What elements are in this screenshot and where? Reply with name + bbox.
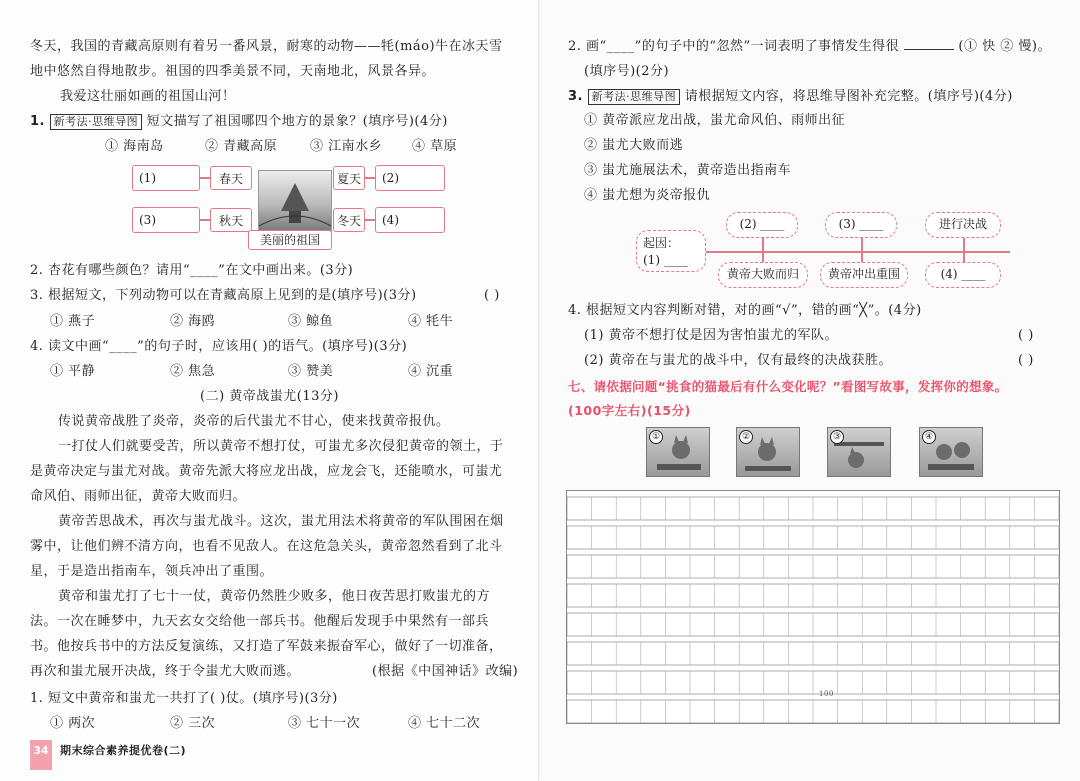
s-q1-option: ② 三次 bbox=[170, 716, 216, 731]
story-source: (根据《中国神话》改编) bbox=[372, 664, 519, 679]
intro-line-3: 我爱这壮丽如画的祖国山河！ bbox=[60, 89, 236, 104]
q1-option: ① 海南岛 bbox=[105, 139, 164, 154]
s-q1-option: ① 两次 bbox=[50, 716, 96, 731]
r-q3-number: 3. bbox=[568, 89, 583, 104]
flow-cause-label: 起因： bbox=[643, 236, 680, 250]
season-autumn: 秋天 bbox=[210, 208, 252, 232]
r-q2-blank[interactable] bbox=[904, 49, 954, 50]
story-line: 雾中，让他们辨不清方向，也看不见敌人。在这危急关头，黄帝忽然看到了北斗 bbox=[30, 539, 503, 554]
map-answer-box[interactable]: (3) bbox=[132, 207, 200, 233]
flow-step-3[interactable]: (3) ____ bbox=[825, 212, 897, 238]
q1-option: ② 青藏高原 bbox=[205, 139, 278, 154]
map-answer-box[interactable]: (4) bbox=[375, 207, 445, 233]
q1-option: ③ 江南水乡 bbox=[310, 139, 383, 154]
story-picture-1 bbox=[646, 427, 710, 477]
question-1 bbox=[30, 113, 448, 131]
season-winter: 冬天 bbox=[333, 208, 365, 232]
story-line: 再次和蚩尤展开决战，终于令蚩尤大败而逃。 bbox=[30, 664, 301, 679]
story-picture-4 bbox=[919, 427, 983, 477]
section-7-title: 七、请依据问题“挑食的猫最后有什么变化呢？”看图写故事，发挥你的想象。 bbox=[568, 379, 1008, 394]
story-line: 传说黄帝战胜了炎帝，炎帝的后代蚩尤不甘心，使来找黄帝报仇。 bbox=[58, 414, 450, 429]
story-line: 一打仗人们就要受苦，所以黄帝不想打仗，可蚩尤多次侵犯黄帝的领土，于 bbox=[58, 439, 504, 454]
r-q3-item: ④ 蚩尤想为炎帝报仇 bbox=[584, 188, 711, 203]
intro-line-1: 冬天，我国的青藏高原则有着另一番风景，耐寒的动物——牦(máo)牛在冰天雪 bbox=[30, 39, 503, 54]
picture-number: ④ bbox=[922, 430, 936, 444]
story-line: 是黄帝决定与蚩尤对战。黄帝先派大将应龙出战，应龙会飞，还能喷水，可蚩尤 bbox=[30, 464, 503, 479]
r-q4-statement-2: (2) 黄帝在与蚩尤的战斗中，仅有最终的决战获胜。 bbox=[584, 353, 893, 368]
connector bbox=[365, 219, 375, 221]
question-2: 2. 杏花有哪些颜色？请用“____”在文中画出来。(3分) bbox=[30, 263, 354, 278]
r-q3-item: ① 黄帝派应龙出战，蚩尤命风伯、雨师出征 bbox=[584, 113, 846, 128]
section-2-title: (二) 黄帝战蚩尤(13分) bbox=[200, 389, 339, 404]
story-line: 黄帝苦思战术，再次与蚩尤战斗。这次，蚩尤用法术将黄帝的军队围困在烟 bbox=[58, 514, 504, 529]
r-q3-tag: 新考法·思维导图 bbox=[588, 89, 681, 105]
q1-number: 1. bbox=[30, 114, 45, 129]
r-q3-item: ③ 蚩尤施展法术，黄帝造出指南车 bbox=[584, 163, 792, 178]
r-q2-note: (填序号)(2分) bbox=[584, 64, 670, 79]
flow-cause-blank: (1) ____ bbox=[643, 253, 688, 267]
r-q4-answer-1[interactable]: ( ) bbox=[1018, 328, 1034, 343]
picture-number: ② bbox=[739, 430, 753, 444]
story-picture-3 bbox=[827, 427, 891, 477]
r-q2-choices: (① 快 ② 慢)。 bbox=[958, 39, 1051, 54]
story-line: 命风伯、雨师出征，黄帝大败而归。 bbox=[30, 489, 247, 504]
q1-text: 短文描写了祖国哪四个地方的景象？(填序号)(4分) bbox=[146, 114, 448, 129]
pagoda-icon bbox=[259, 171, 331, 231]
connector bbox=[200, 177, 210, 179]
connector bbox=[861, 238, 863, 251]
q4-option: ③ 赞美 bbox=[288, 364, 334, 379]
story-line: 黄帝和蚩尤打了七十一仗，黄帝仍然胜少败多，他日夜苦思打败蚩尤的方 bbox=[58, 589, 491, 604]
r-q4-answer-2[interactable]: ( ) bbox=[1018, 353, 1034, 368]
story-question-1: 1. 短文中黄帝和蚩尤一共打了( )仗。(填序号)(3分) bbox=[30, 691, 338, 706]
picture-number: ③ bbox=[830, 430, 844, 444]
s-q1-option: ④ 七十二次 bbox=[408, 716, 481, 731]
r-q3-text: 请根据短文内容，将思维导图补充完整。(填序号)(4分) bbox=[684, 89, 1013, 104]
footer-title: 期末综合素养提优卷(二) bbox=[60, 744, 187, 757]
q3-option: ③ 鲸鱼 bbox=[288, 314, 334, 329]
flow-cause-box[interactable] bbox=[636, 230, 706, 272]
connector bbox=[963, 238, 965, 251]
season-spring: 春天 bbox=[210, 166, 252, 190]
connector bbox=[200, 219, 210, 221]
flow-step-2[interactable]: (2) ____ bbox=[726, 212, 798, 238]
page-number: 34 bbox=[30, 740, 52, 770]
q1-option: ④ 草原 bbox=[412, 139, 458, 154]
connector bbox=[861, 252, 863, 262]
q3-answer-paren[interactable]: ( ) bbox=[484, 288, 500, 303]
q3-option: ① 燕子 bbox=[50, 314, 96, 329]
story-line: 星，于是造出指南车，领兵冲出了重围。 bbox=[30, 564, 274, 579]
question-3: 3. 根据短文，下列动物可以在青藏高原上见到的是(填序号)(3分) bbox=[30, 288, 417, 303]
flow-breakout: 黄帝冲出重围 bbox=[820, 262, 908, 288]
map-answer-box[interactable]: (2) bbox=[375, 165, 445, 191]
q3-option: ② 海鸥 bbox=[170, 314, 216, 329]
question-4: 4. 读文中画“____”的句子时，应该用( )的语气。(填序号)(3分) bbox=[30, 339, 408, 354]
grid-word-count-mark: 100 bbox=[819, 690, 834, 698]
map-answer-box[interactable]: (1) bbox=[132, 165, 200, 191]
story-line: 法。一次在睡梦中，九天玄女交给他一部兵书。他醒后发现手中果然有一部兵 bbox=[30, 614, 490, 629]
r-q4-statement-1: (1) 黄帝不想打仗是因为害怕蚩尤的军队。 bbox=[584, 328, 839, 343]
picture-number: ① bbox=[649, 430, 663, 444]
flow-final-battle: 进行决战 bbox=[925, 212, 1001, 238]
story-line: 书。他按兵书中的方法反复演练，又打造了军鼓来振奋军心，做好了一切准备， bbox=[30, 639, 503, 654]
connector bbox=[762, 252, 764, 262]
s-q1-option: ③ 七十一次 bbox=[288, 716, 361, 731]
q4-option: ④ 沉重 bbox=[408, 364, 454, 379]
story-picture-2 bbox=[736, 427, 800, 477]
season-summer: 夏天 bbox=[333, 166, 365, 190]
r-question-4: 4. 根据短文内容判断对错，对的画“√”，错的画“╳”。(4分) bbox=[568, 303, 922, 318]
connector bbox=[963, 252, 965, 262]
r-q2-text: 2. 画“____”的句子中的“忽然”一词表明了事情发生得很 bbox=[568, 39, 900, 54]
composition-grid[interactable] bbox=[566, 490, 1060, 724]
q3-option: ④ 牦牛 bbox=[408, 314, 454, 329]
q1-tag: 新考法·思维导图 bbox=[50, 114, 143, 130]
intro-line-2: 地中悠然自得地散步。祖国的四季美景不同，天南地北，风景各异。 bbox=[30, 64, 436, 79]
q4-option: ② 焦急 bbox=[170, 364, 216, 379]
q4-option: ① 平静 bbox=[50, 364, 96, 379]
r-q3-item: ② 蚩尤大败而逃 bbox=[584, 138, 684, 153]
connector bbox=[762, 238, 764, 251]
flow-step-4[interactable]: (4) ____ bbox=[925, 262, 1001, 288]
landscape-image bbox=[258, 170, 332, 232]
flow-defeat: 黄帝大败而归 bbox=[718, 262, 808, 288]
r-question-2 bbox=[568, 38, 1051, 56]
map-center-label: 美丽的祖国 bbox=[248, 230, 332, 250]
connector bbox=[365, 177, 375, 179]
r-question-3 bbox=[568, 88, 1013, 106]
section-7-subtitle: (100字左右)(15分) bbox=[568, 403, 691, 418]
